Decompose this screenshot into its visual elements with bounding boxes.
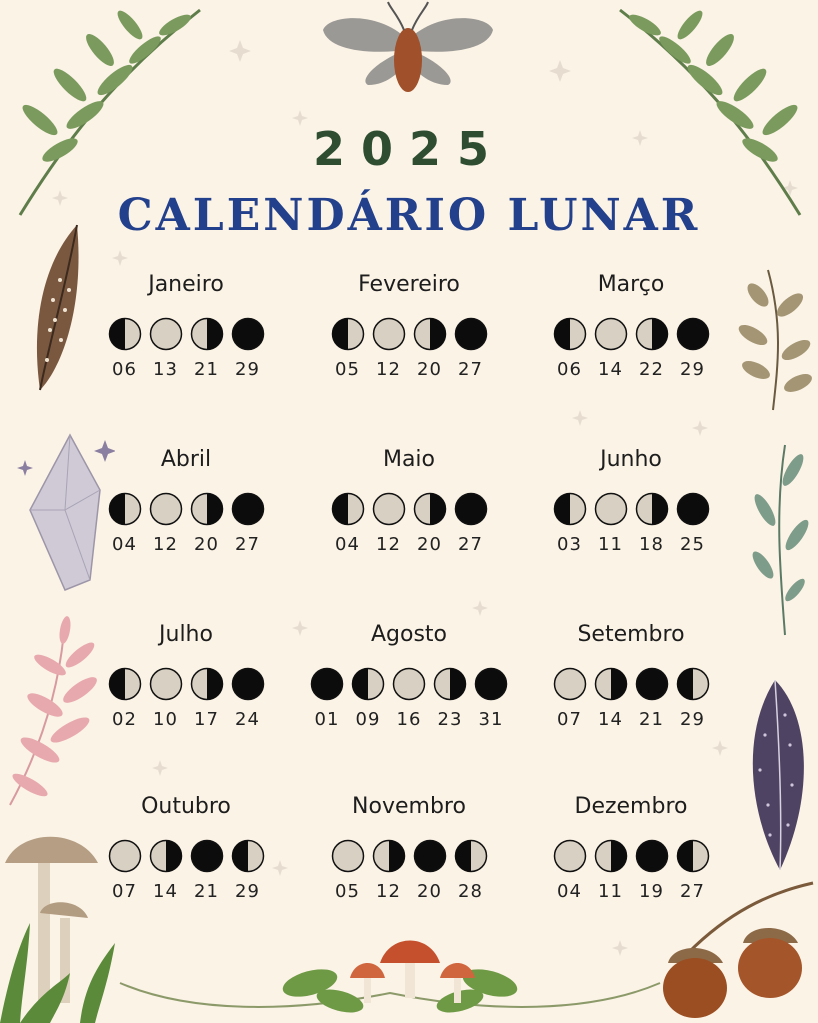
moon-phase [433,667,467,730]
first-quarter-icon [108,492,142,526]
last-quarter-icon [190,492,224,526]
month-block [511,270,751,380]
moon-phases-row [289,839,529,902]
month-block [66,270,306,380]
new-moon-icon [231,492,265,526]
last-quarter-icon [594,667,628,701]
moon-phase [454,492,488,555]
phase-date: 21 [194,359,219,380]
first-quarter-icon [676,667,710,701]
moon-phase [454,839,488,902]
phase-date: 02 [112,709,137,730]
garland-icon [110,923,670,1023]
phase-date: 23 [437,709,463,730]
new-moon-icon [190,839,224,873]
moon-phase [331,492,365,555]
moon-phase [553,839,587,902]
moth-icon [318,0,498,100]
first-quarter-icon [351,667,385,701]
phase-date: 18 [639,534,664,555]
phase-date: 01 [314,709,340,730]
year-heading: 2025 [312,122,506,176]
moon-phase [676,492,710,555]
page-title: CALENDÁRIO LUNAR [117,190,701,241]
moon-phase [553,667,587,730]
phase-date: 19 [639,881,664,902]
full-moon-icon [372,317,406,351]
full-moon-icon [392,667,426,701]
phase-date: 29 [235,359,260,380]
moon-phase [635,492,669,555]
month-name: Agosto [370,622,448,647]
phase-date: 21 [639,709,664,730]
phase-date: 27 [458,534,483,555]
moon-phase [108,667,142,730]
first-quarter-icon [553,317,587,351]
moon-phase [190,839,224,902]
first-quarter-icon [676,839,710,873]
month-block [511,620,751,730]
month-name: Maio [382,447,436,472]
phase-date: 04 [112,534,137,555]
month-block [66,792,306,902]
phase-date: 04 [557,881,582,902]
moon-phase [190,317,224,380]
full-moon-icon [149,317,183,351]
moon-phase [372,839,406,902]
moon-phases-row [289,667,529,730]
moon-phase [594,317,628,380]
first-quarter-icon [553,492,587,526]
phase-date: 14 [598,709,623,730]
month-block [289,445,529,555]
moon-phase [331,317,365,380]
moon-phase [351,667,385,730]
moon-phase [676,317,710,380]
new-moon-icon [413,839,447,873]
last-quarter-icon [372,839,406,873]
month-name: Fevereiro [358,272,460,297]
moon-phase [231,667,265,730]
moon-phase [231,317,265,380]
month-name: Outubro [141,794,231,819]
full-moon-icon [108,839,142,873]
new-moon-icon [231,317,265,351]
first-quarter-icon [331,317,365,351]
phase-date: 22 [639,359,664,380]
new-moon-icon [454,492,488,526]
moon-phase [553,492,587,555]
moon-phases-row [511,839,751,902]
phase-date: 06 [112,359,137,380]
moon-phase [413,492,447,555]
phase-date: 14 [598,359,623,380]
last-quarter-icon [190,667,224,701]
moon-phases-row [66,667,306,730]
moon-phase [149,492,183,555]
month-name: Setembro [577,622,685,647]
month-block [289,270,529,380]
moon-phase [331,839,365,902]
phase-date: 20 [194,534,219,555]
last-quarter-icon [413,317,447,351]
first-quarter-icon [454,839,488,873]
fern-icon [590,0,818,220]
moon-phase [149,667,183,730]
phase-date: 12 [376,359,401,380]
phase-date: 20 [417,359,442,380]
last-quarter-icon [433,667,467,701]
phase-date: 06 [557,359,582,380]
month-block [289,792,529,902]
moon-phases-row [511,492,751,555]
moon-phases-row [511,667,751,730]
phase-date: 05 [335,359,360,380]
moon-phase [676,839,710,902]
phase-date: 17 [194,709,219,730]
new-moon-icon [676,317,710,351]
sprig-icon [745,440,815,640]
last-quarter-icon [190,317,224,351]
phase-date: 28 [458,881,483,902]
new-moon-icon [635,839,669,873]
full-moon-icon [553,839,587,873]
moon-phase [635,317,669,380]
moon-phase [108,317,142,380]
phase-date: 13 [153,359,178,380]
last-quarter-icon [413,492,447,526]
moon-phase [231,492,265,555]
new-moon-icon [310,667,344,701]
phase-date: 12 [153,534,178,555]
last-quarter-icon [149,839,183,873]
month-name: Janeiro [148,272,224,297]
phase-date: 24 [235,709,260,730]
phase-date: 29 [680,359,705,380]
phase-date: 03 [557,534,582,555]
month-name: Julho [159,622,213,647]
phase-date: 16 [396,709,422,730]
moon-phase [190,492,224,555]
month-block [511,445,751,555]
phase-date: 31 [478,709,504,730]
month-name: Novembro [352,794,466,819]
month-name: Abril [160,447,212,472]
phase-date: 11 [598,534,623,555]
moon-phases-row [66,317,306,380]
moon-phase [108,492,142,555]
last-quarter-icon [635,317,669,351]
moon-phase [635,667,669,730]
last-quarter-icon [635,492,669,526]
phase-date: 04 [335,534,360,555]
phase-date: 14 [153,881,178,902]
moon-phases-row [511,317,751,380]
moon-phase [149,317,183,380]
phase-date: 07 [112,881,137,902]
moon-phase [474,667,508,730]
phase-date: 10 [153,709,178,730]
moon-phase [413,839,447,902]
month-name: Março [597,272,665,297]
phase-date: 29 [680,709,705,730]
phase-date: 12 [376,881,401,902]
moon-phase [594,492,628,555]
moon-phase [413,317,447,380]
moon-phase [676,667,710,730]
full-moon-icon [149,667,183,701]
full-moon-icon [594,317,628,351]
full-moon-icon [372,492,406,526]
phase-date: 11 [598,881,623,902]
fern-icon [0,0,230,220]
new-moon-icon [454,317,488,351]
phase-date: 27 [235,534,260,555]
first-quarter-icon [231,839,265,873]
moon-phases-row [289,492,529,555]
moon-phase [190,667,224,730]
first-quarter-icon [108,667,142,701]
phase-date: 29 [235,881,260,902]
moon-phases-row [289,317,529,380]
moon-phases-row [66,492,306,555]
phase-date: 12 [376,534,401,555]
moon-phase [231,839,265,902]
first-quarter-icon [108,317,142,351]
moon-phase [594,839,628,902]
first-quarter-icon [331,492,365,526]
new-moon-icon [474,667,508,701]
full-moon-icon [553,667,587,701]
moon-phase [392,667,426,730]
month-block [66,445,306,555]
moon-phase [310,667,344,730]
phase-date: 07 [557,709,582,730]
moon-phase [594,667,628,730]
month-name: Dezembro [574,794,688,819]
full-moon-icon [594,492,628,526]
full-moon-icon [331,839,365,873]
moon-phase [635,839,669,902]
moon-phase [108,839,142,902]
moon-phase [372,492,406,555]
phase-date: 27 [680,881,705,902]
full-moon-icon [149,492,183,526]
phase-date: 09 [355,709,381,730]
last-quarter-icon [594,839,628,873]
moon-phase [553,317,587,380]
phase-date: 27 [458,359,483,380]
month-block [66,620,306,730]
phase-date: 21 [194,881,219,902]
phase-date: 05 [335,881,360,902]
new-moon-icon [676,492,710,526]
month-block [511,792,751,902]
moon-phase [149,839,183,902]
phase-date: 20 [417,534,442,555]
new-moon-icon [635,667,669,701]
moon-phases-row [66,839,306,902]
phase-date: 25 [680,534,705,555]
month-name: Junho [600,447,662,472]
phase-date: 20 [417,881,442,902]
moon-phase [454,317,488,380]
new-moon-icon [231,667,265,701]
month-block [289,620,529,730]
moon-phase [372,317,406,380]
